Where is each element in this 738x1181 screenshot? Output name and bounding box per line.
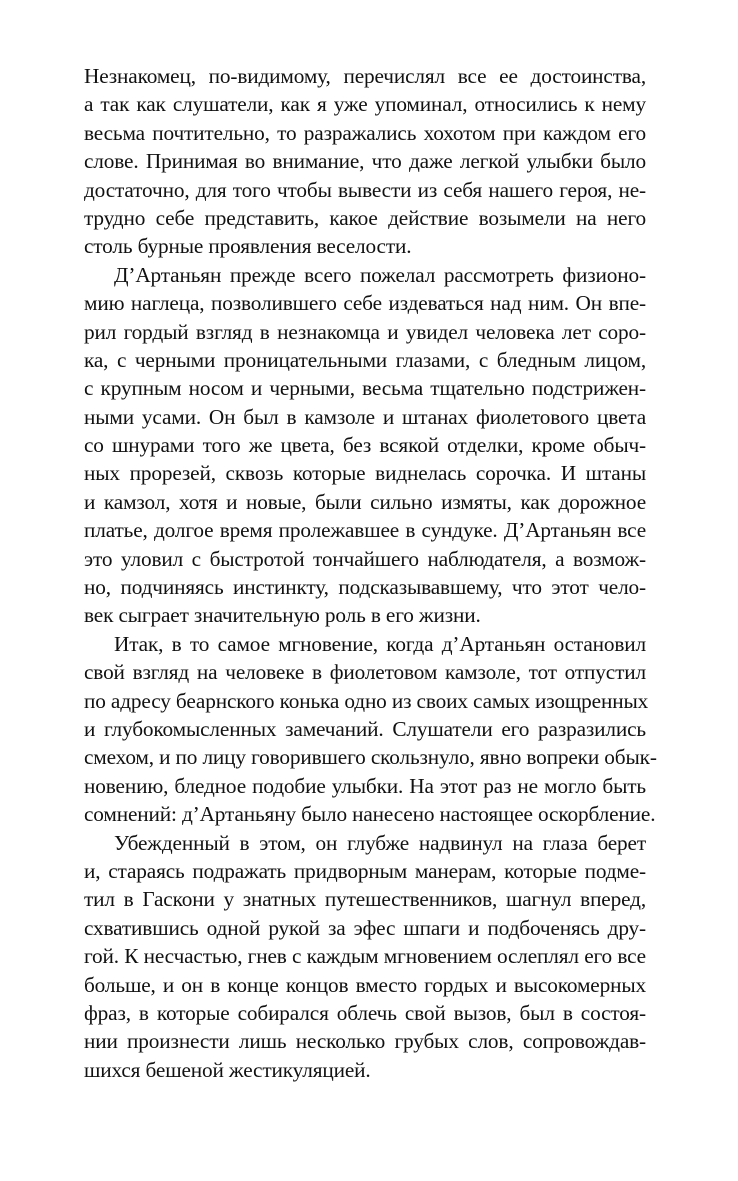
text-line: а так как слушатели, как я уже упоминал, относились к нему	[84, 92, 646, 117]
text-line: Итак, в то самое мгновение, когда д’Артаньян остановил	[114, 631, 646, 656]
text-line: фраз, в которые собирался облечь свой вызов, был в состоя-	[84, 1000, 646, 1025]
text-line: схватившись одной рукой за эфес шпаги и подбоченясь дру-	[84, 915, 646, 940]
text-line: с крупным носом и черными, весьма тщательно подстрижен-	[84, 376, 646, 401]
text-line: ных прорезей, сквозь которые виднелась сорочка. И штаны	[84, 461, 646, 486]
paragraph	[84, 829, 646, 1085]
paragraph	[84, 261, 646, 630]
text-line: мию наглеца, позволившего себе издеваться над ним. Он впе-	[84, 291, 646, 316]
text-line: нии произнести лишь несколько грубых слов, сопровождав-	[84, 1029, 646, 1054]
text-line: ными усами. Он был в камзоле и штанах фиолетового цвета	[84, 404, 646, 429]
book-page	[84, 62, 657, 1084]
text-line: шихся бешеной жестикуляцией.	[84, 1057, 371, 1082]
paragraph	[84, 62, 646, 261]
text-line: Незнакомец, по-видимому, перечислял все ее достоинства,	[84, 64, 646, 88]
text-line: но, подчиняясь инстинкту, подсказывавшему, что этот чело-	[84, 575, 646, 600]
text-line: гой. К несчастью, гнев с каждым мгновением ослеплял его все	[84, 944, 646, 969]
text-line: рил гордый взгляд в незнакомца и увидел человека лет соро-	[84, 319, 646, 344]
text-line: Д’Артаньян прежде всего пожелал рассмотреть физионо-	[114, 262, 646, 287]
text-line: слове. Принимая во внимание, что даже легкой улыбки было	[84, 149, 646, 174]
text-line: больше, и он в конце концов вместо гордых и высокомерных	[84, 972, 646, 997]
text-line: весьма почтительно, то разражались хохотом при каждом его	[84, 120, 646, 145]
text-line: трудно себе представить, какое действие возымели на него	[84, 205, 646, 230]
text-line: свой взгляд на человеке в фиолетовом камзоле, тот отпустил	[84, 660, 646, 685]
text-line: платье, долгое время пролежавшее в сундуке. Д’Артаньян все	[84, 518, 646, 543]
text-line: по адресу беарнского конька одно из своих самых изощренных	[84, 688, 649, 713]
text-line: это уловил с быстротой тончайшего наблюдателя, а возмож-	[84, 546, 646, 571]
text-line: смехом, и по лицу говорившего скользнуло, явно вопреки обык-	[84, 745, 657, 770]
text-line: и, стараясь подражать придворным манерам, которые подме-	[84, 858, 646, 883]
text-line: со шнурами того же цвета, без всякой отделки, кроме обыч-	[84, 433, 646, 458]
text-line: и камзол, хотя и новые, были сильно измяты, как дорожное	[84, 489, 646, 514]
text-line: ка, с черными проницательными глазами, с бледным лицом,	[84, 347, 646, 372]
text-line: сомнений: д’Артаньяну было нанесено настоящее оскорбление.	[84, 802, 656, 827]
text-line: столь бурные проявления веселости.	[84, 234, 412, 259]
text-line: тил в Гаскони у знатных путешественников, шагнул вперед,	[84, 887, 646, 912]
text-line: Убежденный в этом, он глубже надвинул на глаза берет	[114, 830, 646, 855]
text-line: новению, бледное подобие улыбки. На этот раз не могло быть	[84, 773, 646, 798]
paragraph	[84, 630, 657, 829]
text-line: и глубокомысленных замечаний. Слушатели его разразились	[84, 716, 646, 741]
text-line: век сыграет значительную роль в его жизни.	[84, 603, 481, 628]
text-line: достаточно, для того чтобы вывести из себя нашего героя, не-	[84, 177, 646, 202]
